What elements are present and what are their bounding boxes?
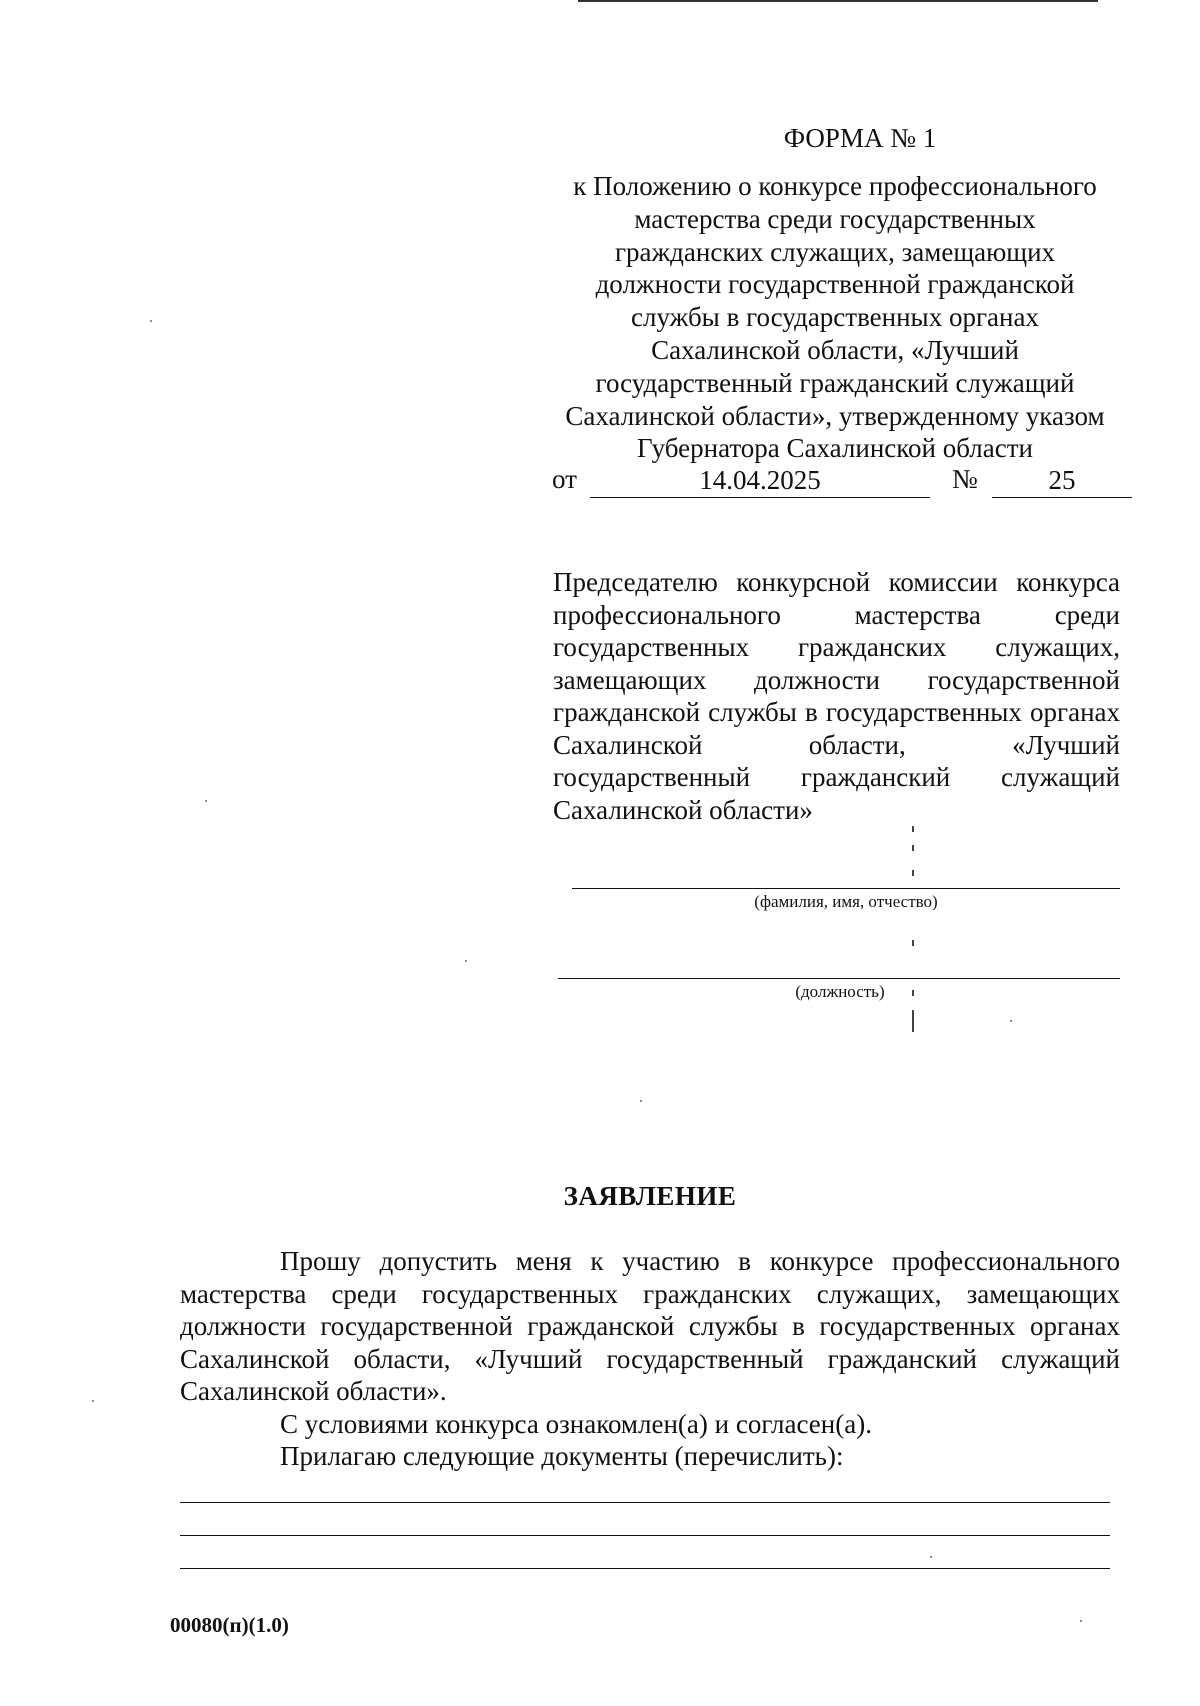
scan-speck <box>150 320 152 322</box>
scan-speck <box>640 1100 642 1102</box>
scan-mark <box>912 826 914 832</box>
scan-speck <box>92 1400 94 1402</box>
form-annex-reference: к Положению о конкурсе профессионального мастерства среди государственных гражданских служащих, замещающих должности государственной гражданской службы в государственных органах Сахалинской области, «Лучший государственный гражданский служащий Сахалинской области», утвержденному указом Губернатора Сахалинской области <box>565 171 1105 464</box>
decree-number-value: 25 <box>992 464 1132 498</box>
addressee-block: Председателю конкурсной комиссии конкурса профессионального мастерства среди государственных гражданских служащих, замещающих должности государственной гражданской службы в государственных органах Сахалинской области, «Лучший государственный гражданский служащий Сахалинской области» <box>553 567 1120 825</box>
position-caption: (должность) <box>795 982 885 1001</box>
scan-speck <box>1080 1620 1082 1622</box>
scan-mark <box>912 870 914 876</box>
statement-paragraph-consent: С условиями конкурса ознакомлен(а) и согласен(а). <box>280 1408 872 1439</box>
scan-mark <box>912 940 914 946</box>
form-title: ФОРМА № 1 <box>783 123 937 153</box>
decree-date-value: 14.04.2025 <box>590 464 930 498</box>
scan-mark <box>912 845 914 851</box>
statement-paragraph-request: Прошу допустить меня к участию в конкурсе профессионального мастерства среди государственных гражданских служащих, замещающих должности государственной гражданской службы в государственных органах Сахалинской области, «Лучший государственный гражданский служащий Сахалинской области». <box>180 1246 1120 1406</box>
attachments-line-1[interactable] <box>180 1502 1110 1503</box>
scan-top-edge <box>578 0 1098 2</box>
attachments-line-2[interactable] <box>180 1535 1110 1536</box>
number-label: № <box>952 464 978 494</box>
decree-date-line <box>552 464 1132 500</box>
statement-paragraph-attachments: Прилагаю следующие документы (перечислить): <box>280 1441 844 1471</box>
scan-speck <box>930 1556 932 1558</box>
fio-caption: (фамилия, имя, отчество) <box>754 892 938 911</box>
document-code: 00080(п)(1.0) <box>170 1613 289 1637</box>
scan-mark <box>912 1010 914 1032</box>
fio-input-line[interactable] <box>572 888 1120 889</box>
scan-speck <box>1010 1020 1012 1022</box>
attachments-line-3[interactable] <box>180 1568 1110 1569</box>
scan-speck <box>205 800 207 802</box>
statement-body <box>180 1245 1120 1473</box>
scan-mark <box>912 990 914 996</box>
scan-speck <box>465 960 467 962</box>
statement-heading: ЗАЯВЛЕНИЕ <box>563 1181 737 1211</box>
date-label: от <box>552 464 577 494</box>
position-input-line[interactable] <box>558 978 1120 979</box>
